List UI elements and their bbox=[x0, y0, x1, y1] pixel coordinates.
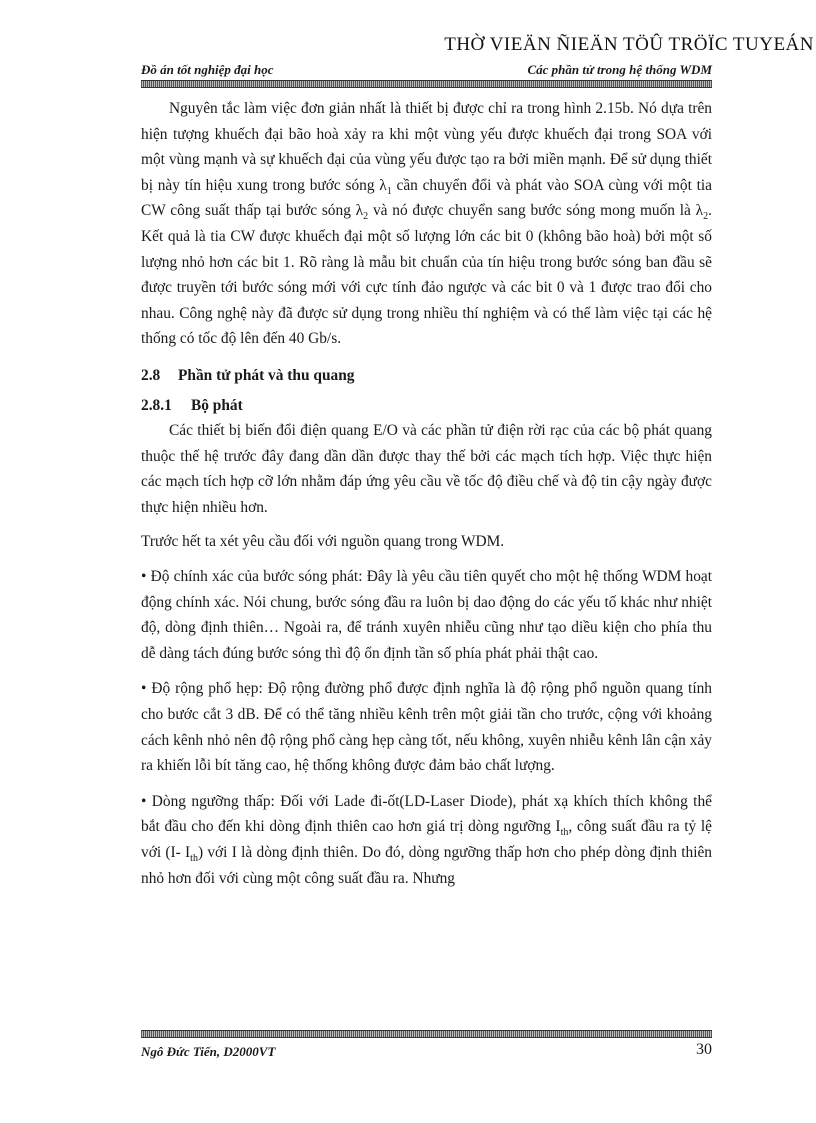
header-rule bbox=[141, 80, 712, 88]
bullet-low-threshold: • Dòng ngưỡng thấp: Đối với Lade đi-ốt(LD-Laser Diode), phát xạ khích thích không thể bắt đầu cho đến khi dòng định thiên cao hơn giá trị dòng ngưỡng $I_{th}$, công suất đầu ra tỷ lệ với (I- $I_{th}$) với I là dòng định thiên. Do đó, dòng ngưỡng thấp hơn cho phép dòng định thiên nhỏ hơn đối với cùng một công suất đầu ra. Nhưng bbox=[141, 792, 713, 887]
footer-rule bbox=[141, 1030, 712, 1038]
page-number: 30 bbox=[696, 1041, 712, 1058]
paragraph-requirements: Trước hết ta xét yêu cầu đối với nguồn quang trong WDM. bbox=[141, 532, 505, 550]
bullet-wavelength-accuracy: • Độ chính xác của bước sóng phát: Đây là yêu cầu tiên quyết cho một hệ thống WDM hoạt động chính xác. Nói chung, bước sóng đầu ra luôn bị dao động do các yếu tố khác như nhiệt độ, dòng định thiên… Ngoài ra, để tránh xuyên nhiễu cũng như tạo diều kiện cho phía thu dễ dàng tách đúng bước sóng thì độ ổn định tần số phía phát phải thật cao. bbox=[141, 568, 712, 662]
bullet-narrow-spectrum: • Độ rộng phổ hẹp: Độ rộng đường phổ được định nghĩa là độ rộng phổ nguồn quang tính cho bước cắt 3 dB. Để có thể tăng nhiều kênh trên một giải tần cho trước, cộng với khoảng cách kênh nhỏ nên độ rộng phổ càng hẹp càng tốt, nếu không, xuyên nhiễu kênh lân cận xảy ra khiến lỗi bít tăng cao, hệ thống không được đảm bảo chất lượng. bbox=[141, 680, 712, 775]
page-body bbox=[141, 96, 712, 891]
watermark-text: THỜ VIEÄN ÑIEÄN TÖÛ TRÖÏC TUYEÁN bbox=[444, 34, 814, 55]
header-right: Các phần tử trong hệ thống WDM bbox=[527, 62, 712, 77]
header-left: Đồ án tốt nghiệp đại học bbox=[141, 62, 274, 77]
section-heading-2-8: 2.8 Phần tử phát và thu quang bbox=[141, 366, 355, 384]
paragraph-transmitter: Các thiết bị biến đổi điện quang E/O và các phần tử điện rời rạc của các bộ phát quang thuộc thế hệ trước đây đang dần dần được thay thế bởi các mạch tích hợp. Việc thực hiện các mạch tích hợp cỡ lớn nhằm đáp ứng yêu cầu về tốc độ điều chế và độ tin cậy ngày được thực hiện nhiều hơn. bbox=[141, 422, 712, 516]
paragraph-soa: Nguyên tắc làm việc đơn giản nhất là thiết bị được chỉ ra trong hình 2.15b. Nó dựa trên hiện tượng khuếch đại bão hoà xảy ra khi một vùng yếu được khuếch đại trong SOA với một vùng mạnh và sự khuếch đại của vùng yếu được tạo ra bởi miền mạnh. Để sử dụng thiết bị này tín hiệu xung trong bước sóng $\lambda_1$ cần chuyển đổi và phát vào SOA cùng với một tia CW công suất thấp tại bước sóng $\lambda_2$ và nó được chuyển sang bước sóng mong muốn là $\lambda_2$. Kết quả là tia CW được khuếch đại một số lượng lớn các bit 0 (không bão hoà) bởi một số lượng nhỏ hơn các bit 1. Rõ ràng là mẫu bit chuẩn của tín hiệu trong bước sóng ban đầu sẽ được truyền tới bước sóng mới với cực tính đảo ngược và các bit 0 và 1 được trao đổi cho nhau. Công nghệ này đã được sử dụng trong nhiều thí nghiệm và có thể làm việc tại các hệ thống có tốc độ lên đến 40 Gb/s. bbox=[141, 100, 712, 348]
footer-author: Ngô Đức Tiến, D2000VT bbox=[141, 1044, 276, 1059]
section-heading-2-8-1: 2.8.1 Bộ phát bbox=[141, 396, 243, 414]
